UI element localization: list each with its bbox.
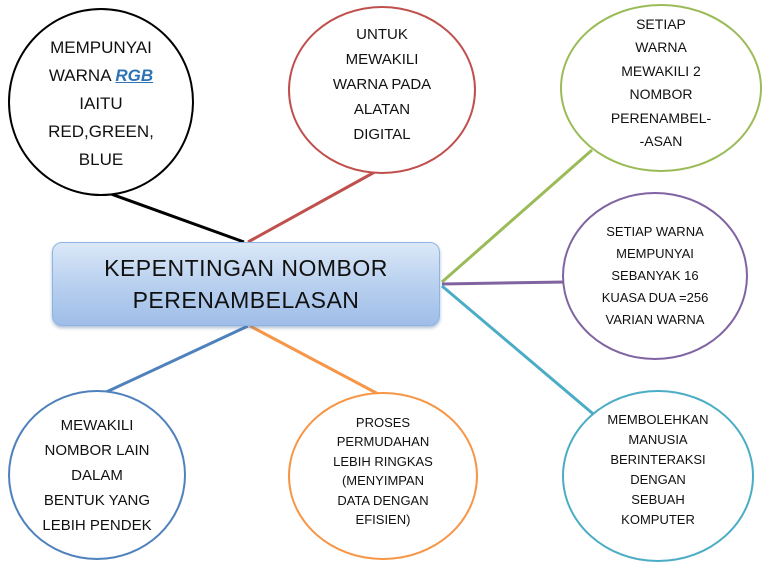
bubble-4-line-1: SETIAP WARNA [606,224,704,239]
connector-b6 [102,326,248,394]
bubble-2-line-4: ALATAN [353,100,411,118]
bubble-shorter-form [8,390,186,560]
bubble-3-line-2: WARNA [635,39,687,55]
bubble-5-line-4: DENGAN [630,472,686,487]
bubble-6-line-2: NOMBOR LAIN [44,441,150,459]
bubble-human-computer [562,390,754,562]
bubble-digital-devices [288,6,476,174]
bubble-3-line-1: SETIAP [636,15,686,32]
bubble-6-line-3: DALAM [71,466,123,484]
bubble-5-line-6: KOMPUTER [621,512,695,527]
bubble-7-line-5: DATA DENGAN [337,492,429,508]
central-topic-box [52,242,440,326]
bubble-5-line-3: BERINTERAKSI [610,452,706,467]
connector-b7 [250,326,382,396]
connector-b2 [248,168,382,242]
central-topic-line-2: PERENAMBELASAN [132,287,360,313]
bubble-1-line-2-prefix: WARNA [48,66,116,85]
bubble-6-line-4: BENTUK YANG [43,491,151,509]
bubble-6-line-5: LEBIH PENDEK [42,516,152,534]
bubble-6-line-1: MEWAKILI [60,416,134,434]
bubble-3-line-4: NOMBOR [629,86,693,102]
bubble-two-hex-digits [560,4,762,172]
bubble-3-line-5: PERENAMBEL- [610,109,712,126]
central-topic-line-1: KEPENTINGAN NOMBOR [104,255,388,281]
bubble-4-line-3: SEBANYAK 16 [611,268,699,283]
bubble-256-variants [562,192,748,360]
bubble-4-line-2: MEMPUNYAI [616,246,694,261]
bubble-1-line-4: RED,GREEN, [48,122,154,141]
bubble-2-line-3: WARNA PADA [332,75,432,93]
bubble-7-line-1: PROSES [355,414,411,430]
bubble-5-line-1: MEMBOLEHKAN [607,412,709,427]
bubble-rgb-colors [8,8,194,196]
bubble-3-line-6: -ASAN [639,133,683,149]
bubble-4-line-5: VARIAN WARNA [605,312,705,327]
bubble-1-line-2 [49,62,153,90]
connector-b1 [100,190,244,242]
rgb-link[interactable]: RGB [115,66,154,85]
bubble-4-line-4: KUASA DUA =256 [601,290,709,305]
bubble-1-line-5: BLUE [78,150,124,169]
bubble-2-line-5: DIGITAL [353,125,411,143]
bubble-efficient-storage [288,392,478,560]
bubble-1-line-3: IAITU [79,94,123,113]
bubble-5-line-5: SEBUAH [631,492,685,507]
bubble-7-line-6: EFISIEN) [355,512,411,527]
bubble-1-line-1: MEMPUNYAI [50,38,152,57]
bubble-2-line-2: MEWAKILI [345,50,419,68]
bubble-2-line-1: UNTUK [356,25,408,43]
bubble-7-line-3: LEBIH RINGKAS [333,453,433,469]
bubble-5-line-2: MANUSIA [628,432,688,447]
bubble-7-line-2: PERMUDAHAN [336,434,430,449]
bubble-7-line-4: (MENYIMPAN [341,473,425,488]
connector-b4 [442,282,566,284]
bubble-3-line-3: MEWAKILI 2 [621,62,701,79]
